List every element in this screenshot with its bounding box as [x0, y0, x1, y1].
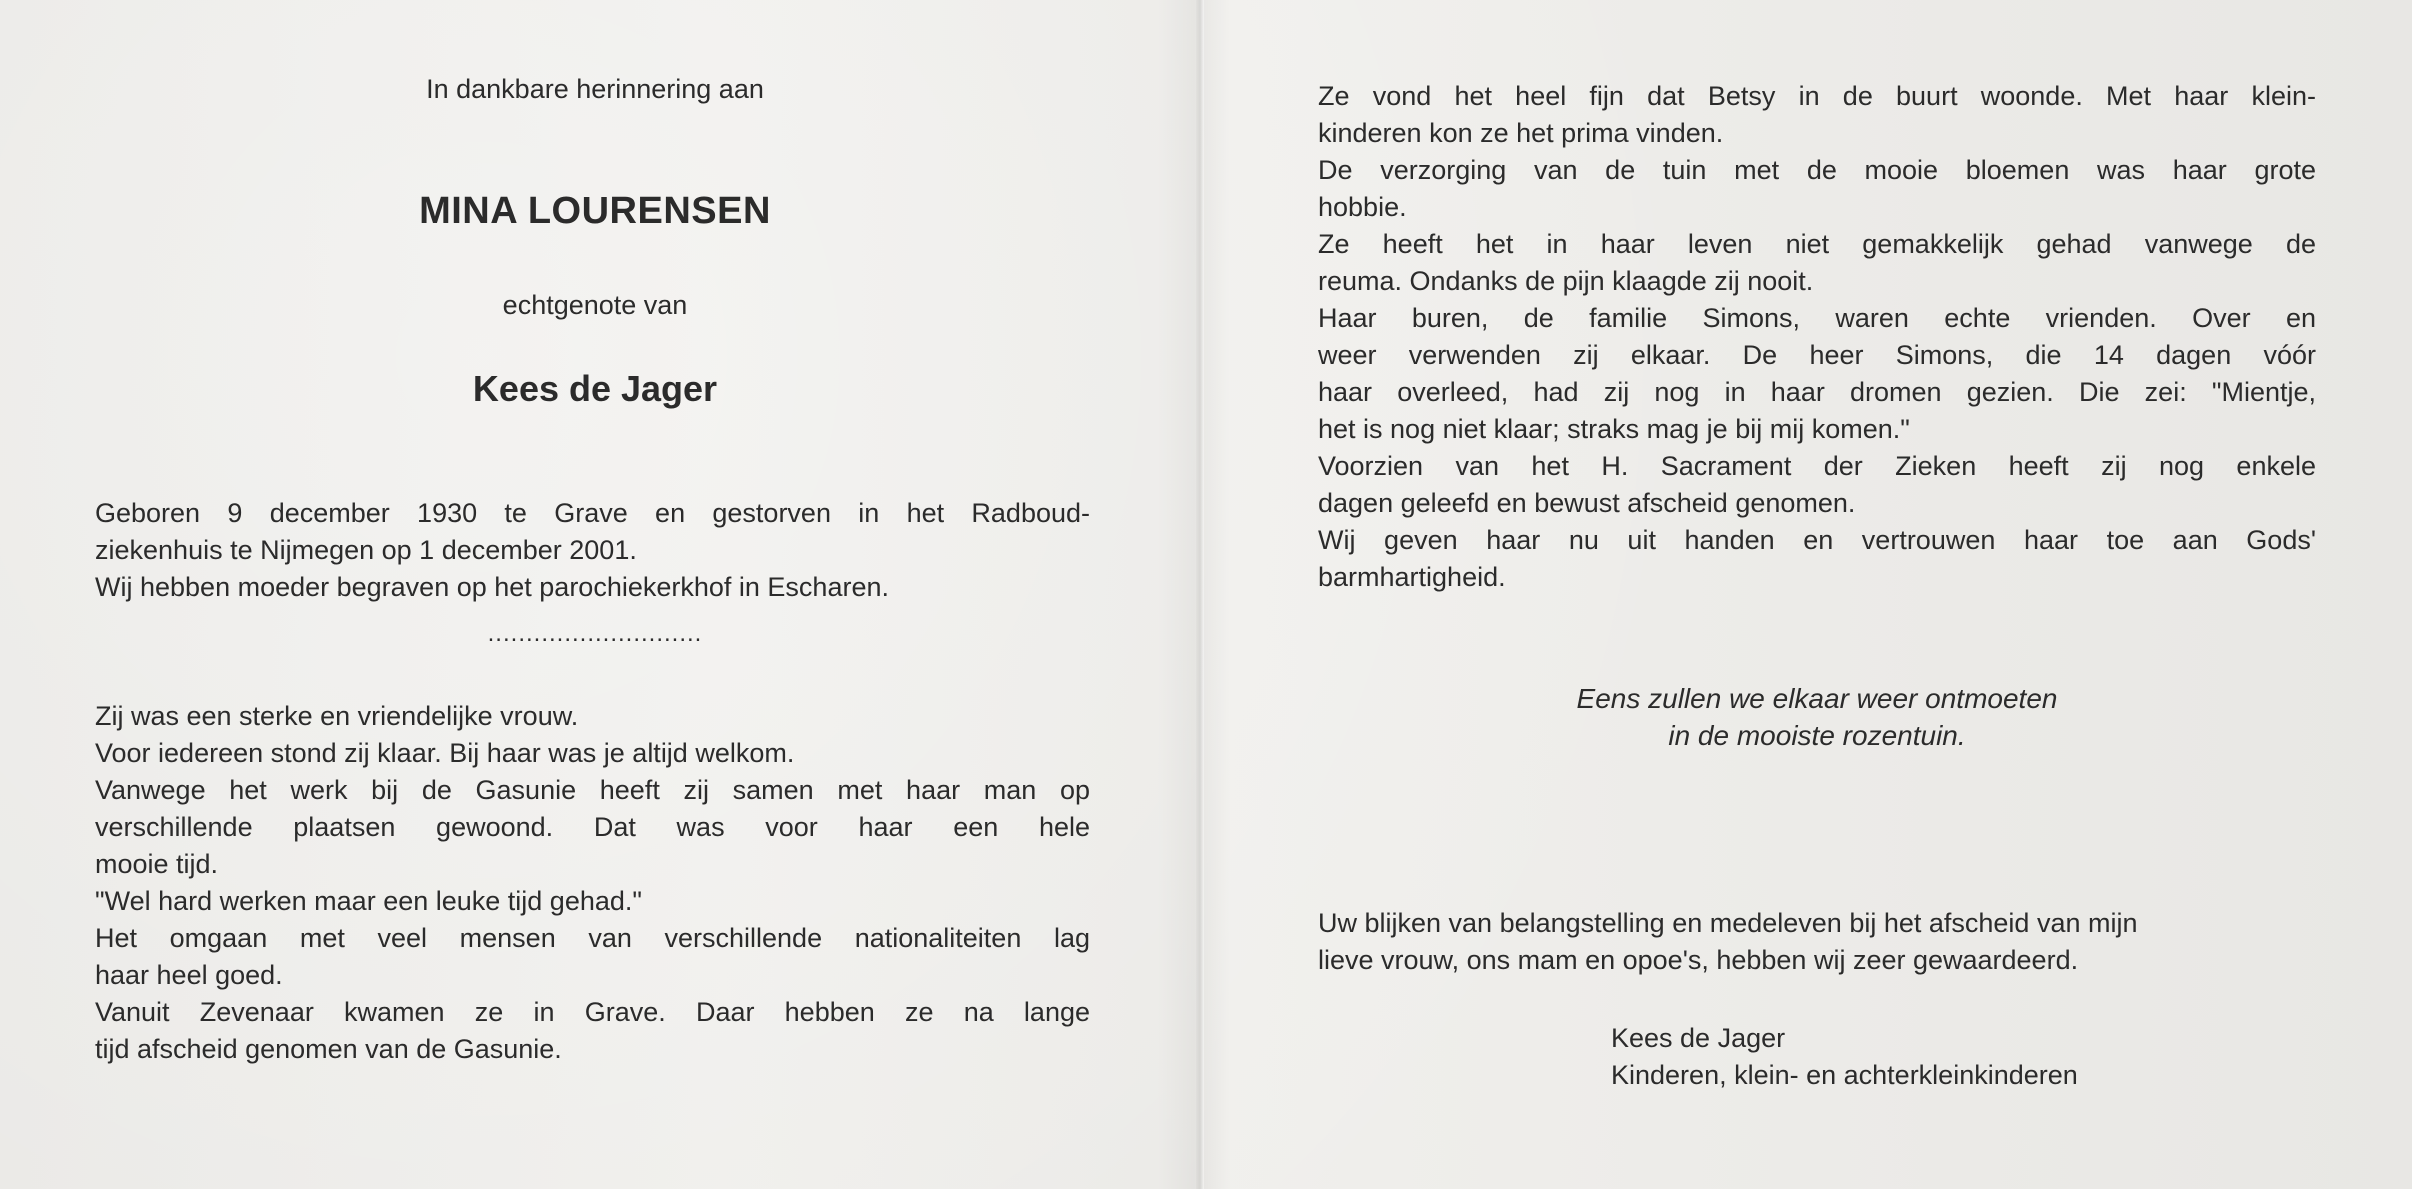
birth-paragraph [95, 495, 1090, 606]
text-line: mooie tijd. [95, 849, 219, 879]
text-line: weer verwenden zij elkaar. De heer Simons, die 14 dagen vóór [1318, 340, 2316, 370]
text-line: "Wel hard werken maar een leuke tijd gehad." [95, 886, 642, 916]
text-line: Haar buren, de familie Simons, waren echte vrienden. Over en [1318, 303, 2316, 333]
intro-text: In dankbare herinnering aan [426, 74, 764, 104]
deceased-name: MINA LOURENSEN [419, 190, 771, 232]
text-line: haar heel goed. [95, 960, 283, 990]
text-line: Wij hebben moeder begraven op het parochiekerkhof in Escharen. [95, 572, 889, 602]
life-paragraph [95, 698, 1090, 1068]
separator-dots: ............................ [487, 620, 703, 647]
text-line: haar overleed, had zij nog in haar dromen gezien. Die zei: "Mientje, [1318, 377, 2316, 407]
text-line: Vanwege het werk bij de Gasunie heeft zij samen met haar man op [95, 775, 1090, 805]
thanks-paragraph [1318, 905, 2318, 979]
left-panel [0, 0, 1196, 1189]
text-line: Het omgaan met veel mensen van verschillende nationaliteiten lag [95, 923, 1090, 953]
text-line: dagen geleefd en bewust afscheid genomen. [1318, 488, 1856, 518]
signature-block [1611, 1020, 2311, 1094]
text-line: Wij geven haar nu uit handen en vertrouwen haar toe aan Gods' [1318, 525, 2316, 555]
biography-paragraph [1318, 78, 2316, 596]
text-line: Ze vond het heel fijn dat Betsy in de buurt woonde. Met haar klein- [1318, 81, 2316, 111]
text-line: verschillende plaatsen gewoond. Dat was voor haar een hele [95, 812, 1090, 842]
text-line: Zij was een sterke en vriendelijke vrouw. [95, 701, 579, 731]
right-panel [1204, 0, 2412, 1189]
text-line: Geboren 9 december 1930 te Grave en gestorven in het Radboud- [95, 498, 1090, 528]
signature-line: Kinderen, klein- en achterkleinkinderen [1611, 1060, 2078, 1090]
spouse-name: Kees de Jager [472, 368, 718, 409]
text-line: Vanuit Zevenaar kwamen ze in Grave. Daar hebben ze na lange [95, 997, 1090, 1027]
poem [1318, 680, 2316, 754]
text-line: Uw blijken van belangstelling en medeleven bij het afscheid van mijn [1318, 908, 2138, 938]
text-line: Ze heeft het in haar leven niet gemakkelijk gehad vanwege de [1318, 229, 2316, 259]
text-line: Voorzien van het H. Sacrament der Zieken heeft zij nog enkele [1318, 451, 2316, 481]
text-line: tijd afscheid genomen van de Gasunie. [95, 1034, 562, 1064]
text-line: Voor iedereen stond zij klaar. Bij haar was je altijd welkom. [95, 738, 795, 768]
text-line: hobbie. [1318, 192, 1407, 222]
signature-line: Kees de Jager [1611, 1023, 1786, 1053]
card-fold [1196, 0, 1204, 1189]
spouse-label: echtgenote van [502, 290, 688, 320]
text-line: De verzorging van de tuin met de mooie bloemen was haar grote [1318, 155, 2316, 185]
text-line: het is nog niet klaar; straks mag je bij mij komen." [1318, 414, 1910, 444]
text-line: lieve vrouw, ons mam en opoe's, hebben wij zeer gewaardeerd. [1318, 945, 2079, 975]
text-line: kinderen kon ze het prima vinden. [1318, 118, 1724, 148]
poem-line: in de mooiste rozentuin. [1668, 720, 1966, 751]
text-line: ziekenhuis te Nijmegen op 1 december 2001. [95, 535, 637, 565]
text-line: reuma. Ondanks de pijn klaagde zij nooit. [1318, 266, 1814, 296]
text-line: barmhartigheid. [1318, 562, 1506, 592]
poem-line: Eens zullen we elkaar weer ontmoeten [1576, 683, 2058, 714]
